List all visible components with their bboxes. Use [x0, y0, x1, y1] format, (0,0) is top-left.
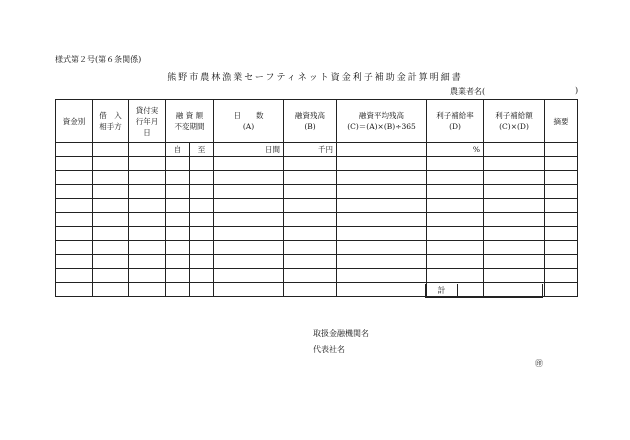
table-cell[interactable]: [56, 213, 93, 227]
table-cell[interactable]: [129, 171, 166, 185]
table-row: [56, 255, 578, 269]
balance-unit: 千円: [284, 143, 337, 157]
total-label: 計: [425, 284, 458, 298]
table-cell[interactable]: [214, 255, 284, 269]
table-cell[interactable]: [284, 227, 337, 241]
table-cell[interactable]: [427, 185, 484, 199]
table-cell[interactable]: [56, 157, 93, 171]
table-cell[interactable]: [545, 241, 578, 255]
table-row: [56, 157, 578, 171]
col-remarks: 摘要: [545, 100, 578, 143]
table-cell[interactable]: [427, 213, 484, 227]
table-cell[interactable]: [129, 227, 166, 241]
table-cell[interactable]: [214, 269, 284, 283]
table-row: [56, 171, 578, 185]
col-average-balance: 融資平均残高 (C)＝(A)×(B)÷365: [337, 100, 427, 143]
unit-row: [56, 143, 578, 157]
total-value-cell[interactable]: [457, 284, 543, 298]
from-label: 自: [173, 145, 182, 154]
table-cell[interactable]: [93, 213, 129, 227]
table-cell[interactable]: [337, 227, 427, 241]
representative-label: 代表社名: [313, 345, 345, 354]
table-cell[interactable]: [484, 213, 545, 227]
table-cell[interactable]: [545, 213, 578, 227]
col-lender: 借 入 相手方: [93, 100, 129, 143]
table-cell[interactable]: [484, 269, 545, 283]
table-cell[interactable]: [56, 255, 93, 269]
table-cell[interactable]: [284, 185, 337, 199]
table-cell[interactable]: [214, 185, 284, 199]
table-cell[interactable]: [484, 241, 545, 255]
table-cell[interactable]: [93, 269, 129, 283]
header-row: [56, 100, 578, 143]
rate-unit: %: [427, 143, 484, 157]
table-cell[interactable]: [427, 241, 484, 255]
table-cell[interactable]: [484, 227, 545, 241]
table-cell[interactable]: [427, 269, 484, 283]
table-cell[interactable]: [427, 199, 484, 213]
table-cell[interactable]: [337, 269, 427, 283]
table-cell[interactable]: [56, 171, 93, 185]
table-cell[interactable]: [545, 255, 578, 269]
table-cell[interactable]: [129, 283, 166, 297]
table-cell[interactable]: [284, 283, 337, 297]
table-cell[interactable]: [484, 157, 545, 171]
table-cell[interactable]: [545, 227, 578, 241]
table-cell[interactable]: [545, 199, 578, 213]
table-cell[interactable]: [56, 269, 93, 283]
table-cell[interactable]: [166, 283, 214, 297]
cell[interactable]: [337, 143, 427, 157]
table-cell[interactable]: [93, 241, 129, 255]
seal-mark: ㊞: [535, 359, 543, 368]
table-cell[interactable]: [284, 213, 337, 227]
period-cell[interactable]: [166, 143, 214, 157]
table-cell[interactable]: [93, 227, 129, 241]
table-cell[interactable]: [129, 213, 166, 227]
table-cell[interactable]: [56, 283, 93, 297]
table-cell[interactable]: [337, 171, 427, 185]
table-cell[interactable]: [214, 213, 284, 227]
table-cell[interactable]: [337, 213, 427, 227]
table-cell[interactable]: [284, 199, 337, 213]
table-cell[interactable]: [93, 283, 129, 297]
table-cell[interactable]: [56, 199, 93, 213]
table-row: [56, 213, 578, 227]
table-cell[interactable]: [545, 157, 578, 171]
table-cell[interactable]: [129, 199, 166, 213]
table-cell[interactable]: [484, 171, 545, 185]
table-cell[interactable]: [337, 199, 427, 213]
table-cell[interactable]: [56, 185, 93, 199]
table-cell[interactable]: [56, 227, 93, 241]
table-cell[interactable]: [427, 157, 484, 171]
table-cell[interactable]: [337, 157, 427, 171]
farmer-name-field: [450, 86, 579, 97]
table-row: [56, 269, 578, 283]
table-cell[interactable]: [545, 269, 578, 283]
table-row: [56, 199, 578, 213]
table-cell[interactable]: [214, 241, 284, 255]
farmer-name-label: 農業者名(: [450, 87, 486, 96]
table-row: [56, 241, 578, 255]
table-cell[interactable]: [166, 255, 214, 269]
col-balance: 融資残高 (B): [284, 100, 337, 143]
document-title: 熊野市農林漁業セーフティネット資金利子補助金計算明細書: [167, 73, 463, 83]
form-number: 様式第２号(第６条関係): [55, 55, 142, 64]
cell[interactable]: [93, 143, 129, 157]
table-cell[interactable]: [166, 241, 214, 255]
table-cell[interactable]: [166, 213, 214, 227]
table-cell[interactable]: [93, 157, 129, 171]
calculation-table: [55, 99, 578, 297]
table-cell[interactable]: [166, 157, 214, 171]
table-cell[interactable]: [129, 185, 166, 199]
table-cell[interactable]: [129, 157, 166, 171]
table-cell[interactable]: [93, 199, 129, 213]
col-days: 日 数 (A): [214, 100, 284, 143]
days-unit: 日間: [214, 143, 284, 157]
table-cell[interactable]: [484, 185, 545, 199]
table-cell[interactable]: [284, 171, 337, 185]
table-cell[interactable]: [214, 171, 284, 185]
col-loan-date: 貸付実 行年月 日: [129, 100, 166, 143]
to-label: 至: [189, 143, 213, 156]
table-row: [56, 185, 578, 199]
table-row: [56, 227, 578, 241]
table-cell[interactable]: [284, 269, 337, 283]
table-cell[interactable]: [166, 227, 214, 241]
table-cell[interactable]: [166, 171, 214, 185]
table-cell[interactable]: [93, 171, 129, 185]
col-subsidy-amount: 利子補給額 (C)×(D): [484, 100, 545, 143]
table-cell[interactable]: [427, 227, 484, 241]
table-cell[interactable]: [129, 269, 166, 283]
table-cell[interactable]: [337, 283, 427, 297]
table-cell[interactable]: [129, 255, 166, 269]
table-cell[interactable]: [337, 241, 427, 255]
table-cell[interactable]: [284, 157, 337, 171]
table-cell[interactable]: [214, 227, 284, 241]
table-cell[interactable]: [427, 255, 484, 269]
table-cell[interactable]: [337, 255, 427, 269]
table-cell[interactable]: [166, 185, 214, 199]
table-cell[interactable]: [214, 283, 284, 297]
cell[interactable]: [56, 143, 93, 157]
col-fixed-period: 融 資 額 不変期間: [166, 100, 214, 143]
table-cell[interactable]: [545, 171, 578, 185]
table-cell[interactable]: [545, 185, 578, 199]
farmer-name-close: ): [575, 86, 579, 95]
table-cell[interactable]: [545, 283, 578, 297]
cell[interactable]: [545, 143, 578, 157]
table-cell[interactable]: [427, 171, 484, 185]
table-cell[interactable]: [484, 255, 545, 269]
table-cell[interactable]: [484, 199, 545, 213]
table-cell[interactable]: [56, 241, 93, 255]
institution-name-label: 取扱金融機関名: [313, 329, 369, 338]
col-fund-type: 資金別: [56, 100, 93, 143]
table-cell[interactable]: [166, 269, 214, 283]
cell[interactable]: [484, 143, 545, 157]
table-cell[interactable]: [129, 241, 166, 255]
col-subsidy-rate: 利子補給率 (D): [427, 100, 484, 143]
table-cell[interactable]: [284, 241, 337, 255]
table-cell[interactable]: [214, 157, 284, 171]
table-cell[interactable]: [166, 199, 214, 213]
table-cell[interactable]: [93, 185, 129, 199]
table-cell[interactable]: [284, 255, 337, 269]
table-cell[interactable]: [93, 255, 129, 269]
table-cell[interactable]: [214, 199, 284, 213]
table-cell[interactable]: [337, 185, 427, 199]
cell[interactable]: [129, 143, 166, 157]
